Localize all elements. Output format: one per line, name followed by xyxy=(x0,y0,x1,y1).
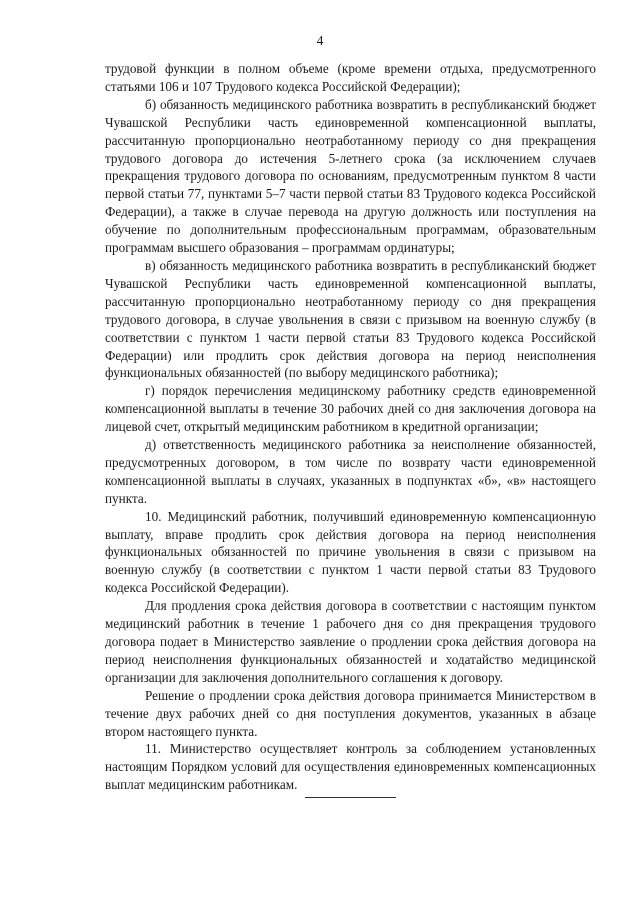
paragraph-item-g: г) порядок перечисления медицинскому работнику средств единовременной компенсационной выплаты в течение 30 рабочих дней со дня заключения договора на лицевой счет, открытый медицинским работником в кредитной организации; xyxy=(105,383,596,435)
paragraph-continuation: трудовой функции в полном объеме (кроме времени отдыха, предусмотренного статьями 106 и 107 Трудового кодекса Российской Федерации); xyxy=(105,61,596,94)
end-separator-line xyxy=(305,797,396,798)
paragraph-clause-11: 11. Министерство осуществляет контроль за соблюдением установленных настоящим Порядком условий для осуществления единовременных компенсационных выплат медицинским работникам. xyxy=(105,741,596,793)
document-body xyxy=(105,60,596,794)
paragraph-extension-procedure: Для продления срока действия договора в соответствии с настоящим пунктом медицинский работник в течение 1 рабочего дня со дня прекращения трудового договора подает в Министерство заявление о продлении срока действия договора на период неисполнения функциональных обязанностей и ходатайство медицинской организации для заключения дополнительного соглашения к договору. xyxy=(105,598,596,685)
paragraph-item-d: д) ответственность медицинского работника за неисполнение обязанностей, предусмотренных договором, в том числе по возврату части единовременной компенсационной выплаты в случаях, указанных в подпунктах «б», «в» настоящего пункта. xyxy=(105,437,596,506)
paragraph-clause-10: 10. Медицинский работник, получивший единовременную компенсационную выплату, вправе продлить срок действия договора на период неисполнения функциональных обязанностей по причине увольнения в связи с призывом на военную службу (в соответствии с пунктом 1 части первой статьи 83 Трудового кодекса Российской Федерации). xyxy=(105,508,596,596)
paragraph-item-b: б) обязанность медицинского работника возвратить в республиканский бюджет Чувашской Республики часть единовременной компенсационной выплаты, рассчитанную пропорционально неотработанному периоду со дня прекращения трудового договора до истечения 5-летнего срока (за исключением случаев прекращения трудового договора по основаниям, предусмотренным пунктом 8 части первой статьи 77, пунктами 5–7 части первой статьи 83 Трудового кодекса Российской Федерации), а также в случае перевода на другую должность или поступления на обучение по дополнительным профессиональным программам, образовательным программам высшего образования – программам ординатуры; xyxy=(105,96,596,256)
paragraph-item-v: в) обязанность медицинского работника возвратить в республиканский бюджет Чувашской Республики часть единовременной компенсационной выплаты, рассчитанную пропорционально неотработанному периоду со дня прекращения трудового договора, в случае увольнения в связи с призывом на военную службу (в соответствии с пунктом 1 части первой статьи 83 Трудового кодекса Российской Федерации) или продлить срок действия договора на период неисполнения функциональных обязанностей (по выбору медицинского работника); xyxy=(105,257,596,381)
page-number: 4 xyxy=(316,33,324,48)
paragraph-extension-decision: Решение о продлении срока действия договора принимается Министерством в течение двух рабочих дней со дня поступления документов, указанных в абзаце втором настоящего пункта. xyxy=(105,687,596,739)
